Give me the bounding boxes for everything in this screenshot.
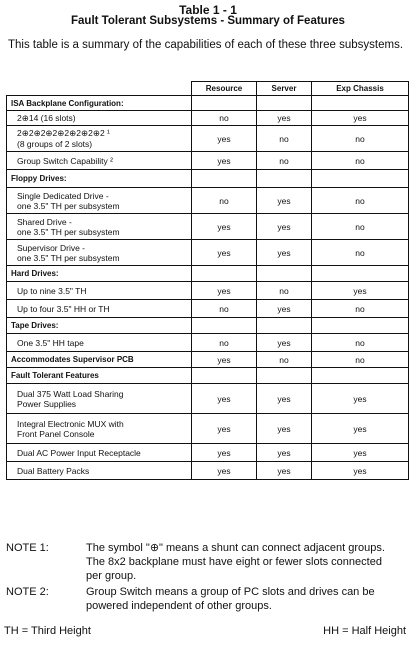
value-cell: yes [192, 240, 257, 266]
feature-label: Group Switch Capability ² [17, 155, 113, 166]
value-cell: yes [312, 462, 409, 480]
section-row [7, 368, 409, 384]
value-cell [257, 170, 312, 188]
feature-cell [7, 240, 192, 266]
feature-cell [7, 444, 192, 462]
value-cell [257, 96, 312, 111]
value-cell: no [312, 352, 409, 368]
value-cell: yes [312, 384, 409, 414]
feature-label: Single Dedicated Drive - [17, 190, 109, 201]
value-cell: yes [257, 240, 312, 266]
value-cell: yes [192, 384, 257, 414]
column-header: Resource [192, 82, 257, 96]
feature-label: Up to nine 3.5" TH [17, 285, 87, 296]
feature-cell [7, 282, 192, 300]
section-row [7, 170, 409, 188]
value-cell [312, 170, 409, 188]
value-cell: no [257, 282, 312, 300]
feature-cell [7, 352, 192, 368]
table-row [7, 188, 409, 214]
feature-cell [7, 266, 192, 282]
table-row [7, 462, 409, 480]
feature-sublabel: one 3.5" TH per subsystem [17, 226, 120, 237]
section-row [7, 352, 409, 368]
feature-cell [7, 368, 192, 384]
note-label: NOTE 2: [6, 586, 49, 598]
value-cell: no [312, 240, 409, 266]
table-subtitle: Fault Tolerant Subsystems - Summary of Features [71, 15, 345, 27]
feature-cell [7, 300, 192, 318]
value-cell [312, 318, 409, 334]
note-2 [6, 585, 406, 615]
value-cell: yes [257, 414, 312, 444]
table-row [7, 126, 409, 152]
value-cell: no [257, 352, 312, 368]
table-row [7, 444, 409, 462]
value-cell: yes [192, 126, 257, 152]
value-cell: yes [312, 282, 409, 300]
note-1 [6, 541, 406, 585]
feature-label: Dual AC Power Input Receptacle [17, 447, 141, 458]
feature-label: 2⊕14 (16 slots) [17, 112, 76, 123]
value-cell: yes [312, 444, 409, 462]
value-cell: no [312, 334, 409, 352]
value-cell: no [312, 152, 409, 170]
table-row [7, 414, 409, 444]
feature-label: Fault Tolerant Features [11, 371, 99, 380]
value-cell: yes [192, 214, 257, 240]
value-cell: yes [312, 414, 409, 444]
feature-cell [7, 462, 192, 480]
feature-label: Tape Drives: [11, 321, 59, 330]
feature-cell [7, 96, 192, 111]
value-cell: no [192, 188, 257, 214]
value-cell: yes [192, 444, 257, 462]
value-cell: yes [192, 152, 257, 170]
value-cell [192, 96, 257, 111]
value-cell: no [312, 188, 409, 214]
table-row [7, 300, 409, 318]
features-table-body [7, 82, 409, 480]
feature-cell [7, 414, 192, 444]
feature-label: Accommodates Supervisor PCB [11, 355, 134, 364]
feature-cell [7, 170, 192, 188]
table-row [7, 214, 409, 240]
value-cell: no [257, 126, 312, 152]
value-cell: yes [192, 282, 257, 300]
section-row [7, 96, 409, 111]
table-row [7, 282, 409, 300]
value-cell [192, 318, 257, 334]
table-row [7, 111, 409, 126]
value-cell: yes [257, 300, 312, 318]
feature-cell [7, 214, 192, 240]
note-label: NOTE 1: [6, 542, 49, 554]
feature-label: Hard Drives: [11, 269, 59, 278]
value-cell: yes [257, 384, 312, 414]
value-cell: no [312, 214, 409, 240]
table-row [7, 384, 409, 414]
value-cell [192, 368, 257, 384]
section-row [7, 318, 409, 334]
value-cell [257, 266, 312, 282]
footer-legend-hh: HH = Half Height [323, 625, 406, 637]
column-header: Server [257, 82, 312, 96]
value-cell: yes [192, 352, 257, 368]
value-cell: no [257, 152, 312, 170]
table-title: Table 1 - 1 [179, 3, 237, 17]
feature-label: Integral Electronic MUX with [17, 418, 124, 429]
feature-cell [7, 111, 192, 126]
value-cell [312, 368, 409, 384]
feature-label: ISA Backplane Configuration: [11, 98, 124, 108]
feature-cell [7, 318, 192, 334]
value-cell: yes [257, 111, 312, 126]
feature-label: Dual 375 Watt Load Sharing [17, 388, 124, 399]
intro-paragraph: This table is a summary of the capabilities of each of these three subsystems. [8, 39, 404, 51]
table-row [7, 240, 409, 266]
feature-label: Dual Battery Packs [17, 465, 90, 476]
feature-sublabel: Front Panel Console [17, 428, 95, 439]
value-cell [192, 170, 257, 188]
note-text: The symbol "⊕" means a shunt can connect adjacent groups. The 8x2 backplane must have eight or fewer slots connected per group. [86, 542, 385, 582]
value-cell [312, 96, 409, 111]
feature-sublabel: one 3.5" TH per subsystem [17, 200, 120, 211]
table-row [7, 334, 409, 352]
value-cell: no [192, 334, 257, 352]
features-table [6, 81, 409, 480]
value-cell: yes [257, 462, 312, 480]
feature-label: Floppy Drives: [11, 174, 67, 183]
value-cell: yes [257, 188, 312, 214]
value-cell: yes [257, 444, 312, 462]
value-cell: no [312, 300, 409, 318]
header-blank-cell [7, 82, 192, 96]
value-cell: no [192, 111, 257, 126]
value-cell: yes [257, 214, 312, 240]
feature-label: 2⊕2⊕2⊕2⊕2⊕2⊕2⊕2 ¹ [17, 128, 110, 138]
column-header: Exp Chassis [312, 82, 409, 96]
value-cell: yes [257, 334, 312, 352]
value-cell: yes [312, 111, 409, 126]
value-cell: no [312, 126, 409, 152]
value-cell [257, 368, 312, 384]
feature-sublabel: (8 groups of 2 slots) [17, 139, 93, 149]
feature-cell [7, 126, 192, 152]
section-row [7, 266, 409, 282]
value-cell [257, 318, 312, 334]
footer-legend-th: TH = Third Height [4, 625, 91, 637]
feature-cell [7, 152, 192, 170]
note-text: Group Switch means a group of PC slots and drives can be powered independent of other groups. [86, 586, 375, 612]
table-row [7, 152, 409, 170]
value-cell [312, 266, 409, 282]
feature-cell [7, 188, 192, 214]
value-cell: yes [192, 414, 257, 444]
feature-label: Supervisor Drive - [17, 242, 86, 253]
value-cell [192, 266, 257, 282]
feature-label: One 3.5" HH tape [17, 337, 84, 348]
value-cell: yes [192, 462, 257, 480]
feature-label: Shared Drive - [17, 216, 72, 227]
table-header-row [7, 82, 409, 96]
feature-cell [7, 334, 192, 352]
value-cell: no [192, 300, 257, 318]
feature-cell [7, 384, 192, 414]
feature-sublabel: one 3.5" TH per subsystem [17, 252, 120, 263]
feature-sublabel: Power Supplies [17, 398, 77, 409]
feature-label: Up to four 3.5" HH or TH [17, 303, 110, 314]
